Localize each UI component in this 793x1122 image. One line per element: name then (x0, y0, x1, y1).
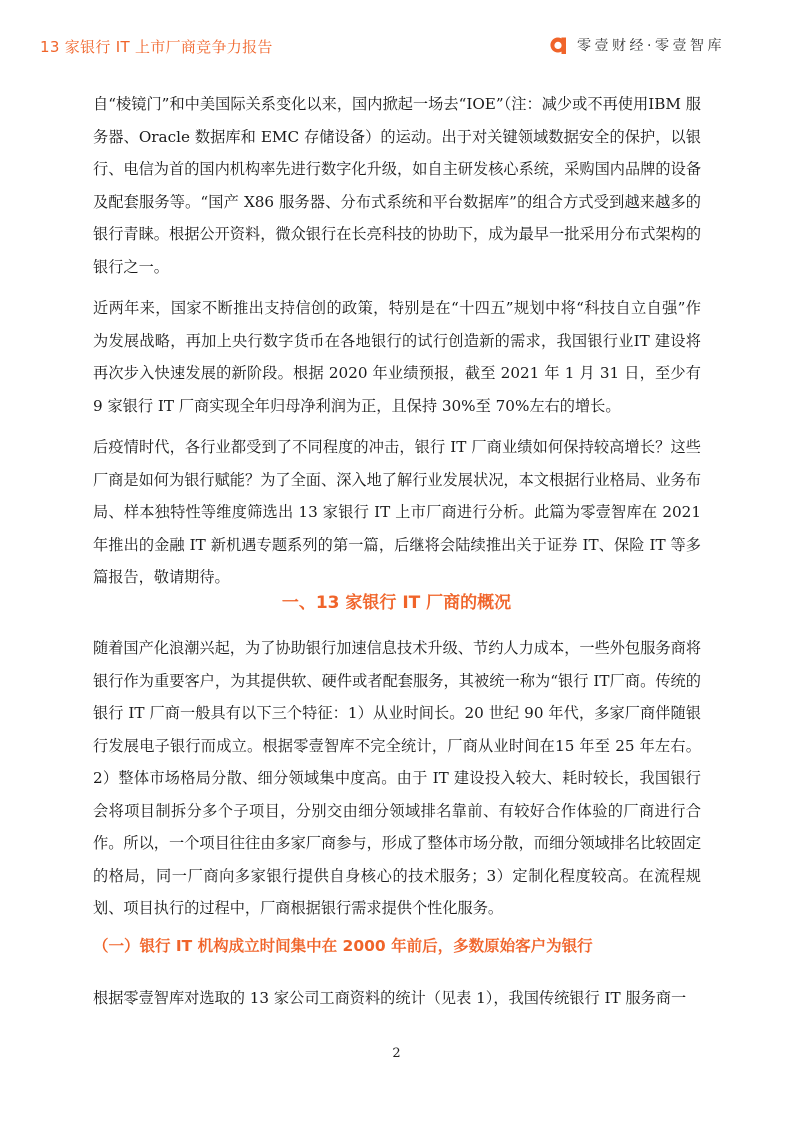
section-body (93, 632, 701, 934)
intro-paragraph-2: 近两年来，国家不断推出支持信创的政策，特别是在“十四五”规划中将“科技自立自强”作为发展战略，再加上央行数字货币在各地银行的试行创造新的需求，我国银行业IT 建设将再次步入快速发展的新阶段。根据 2020 年业绩预报，截至 2021 年 1 月 31 日，至少有 9 家银行 IT 厂商实现全年归母净利润为正，且保持 30%至 70%左右的增长。 (93, 299, 701, 415)
intro-paragraph-3: 后疫情时代，各行业都受到了不同程度的冲击，银行 IT 厂商业绩如何保持较高增长？这些厂商是如何为银行赋能？为了全面、深入地了解行业发展状况，本文根据行业格局、业务布局、样本独特性等维度筛选出 13 家银行 IT 上市厂商进行分析。此篇为零壹智库在 2021 年推出的金融 IT 新机遇专题系列的第一篇，后继将会陆续推出关于证券 IT、保险 IT 等多篇报告，敬请期待。 (93, 438, 701, 586)
intro-section (93, 88, 701, 603)
brand-name: 零壹财经·零壹智库 (577, 38, 725, 54)
section-heading: 一、13 家银行 IT 厂商的概况 (281, 593, 512, 613)
intro-paragraph-1: 自“棱镜门”和中美国际关系变化以来，国内掀起一场去“IOE”（注：减少或不再使用IBM 服务器、Oracle 数据库和 EMC 存储设备）的运动。出于对关键领域数据安全的保护，以银行、电信为首的国内机构率先进行数字化升级，如自主研发核心系统，采购国内品牌的设备及配套服务等。“国产 X86 服务器、分布式系统和平台数据库”的组合方式受到越来越多的银行青睐。根据公开资料，微众银行在长亮科技的协助下，成为最早一批采用分布式架构的银行之一。 (93, 95, 701, 276)
subsection-body (93, 982, 701, 1024)
section-paragraph: 随着国产化浪潮兴起，为了协助银行加速信息技术升级、节约人力成本，一些外包服务商将银行作为重要客户，为其提供软、硬件或者配套服务，其被统一称为“银行 IT厂商。传统的银行 IT 厂商一般具有以下三个特征：1）从业时间长。20 世纪 90 年代，多家厂商伴随银行发展电子银行而成立。根据零壹智库不完全统计，厂商从业时间在15 年至 25 年左右。2）整体市场格局分散、细分领域集中度高。由于 IT 建设投入较大、耗时较长，我国银行会将项目制拆分多个子项目，分别交由细分领域排名靠前、有较好合作体验的厂商进行合作。所以，一个项目往往由多家厂商参与，形成了整体市场分散，而细分领域排名比较固定的格局，同一厂商向多家银行提供自身核心的技术服务；3）定制化程度较高。在流程规划、项目执行的过程中，厂商根据银行需求提供个性化服务。 (93, 639, 701, 917)
brand (548, 35, 725, 55)
report-title: 13 家银行 IT 上市厂商竞争力报告 (40, 38, 273, 56)
page-number: 2 (392, 1046, 401, 1061)
subsection-paragraph: 根据零壹智库对选取的 13 家公司工商资料的统计（见表 1），我国传统银行 IT 服务商一 (93, 989, 687, 1007)
subsection-heading: （一）银行 IT 机构成立时间集中在 2000 年前后，多数原始客户为银行 (93, 937, 593, 955)
orange-alpha-logo-icon (548, 35, 568, 55)
page-header (0, 0, 793, 80)
